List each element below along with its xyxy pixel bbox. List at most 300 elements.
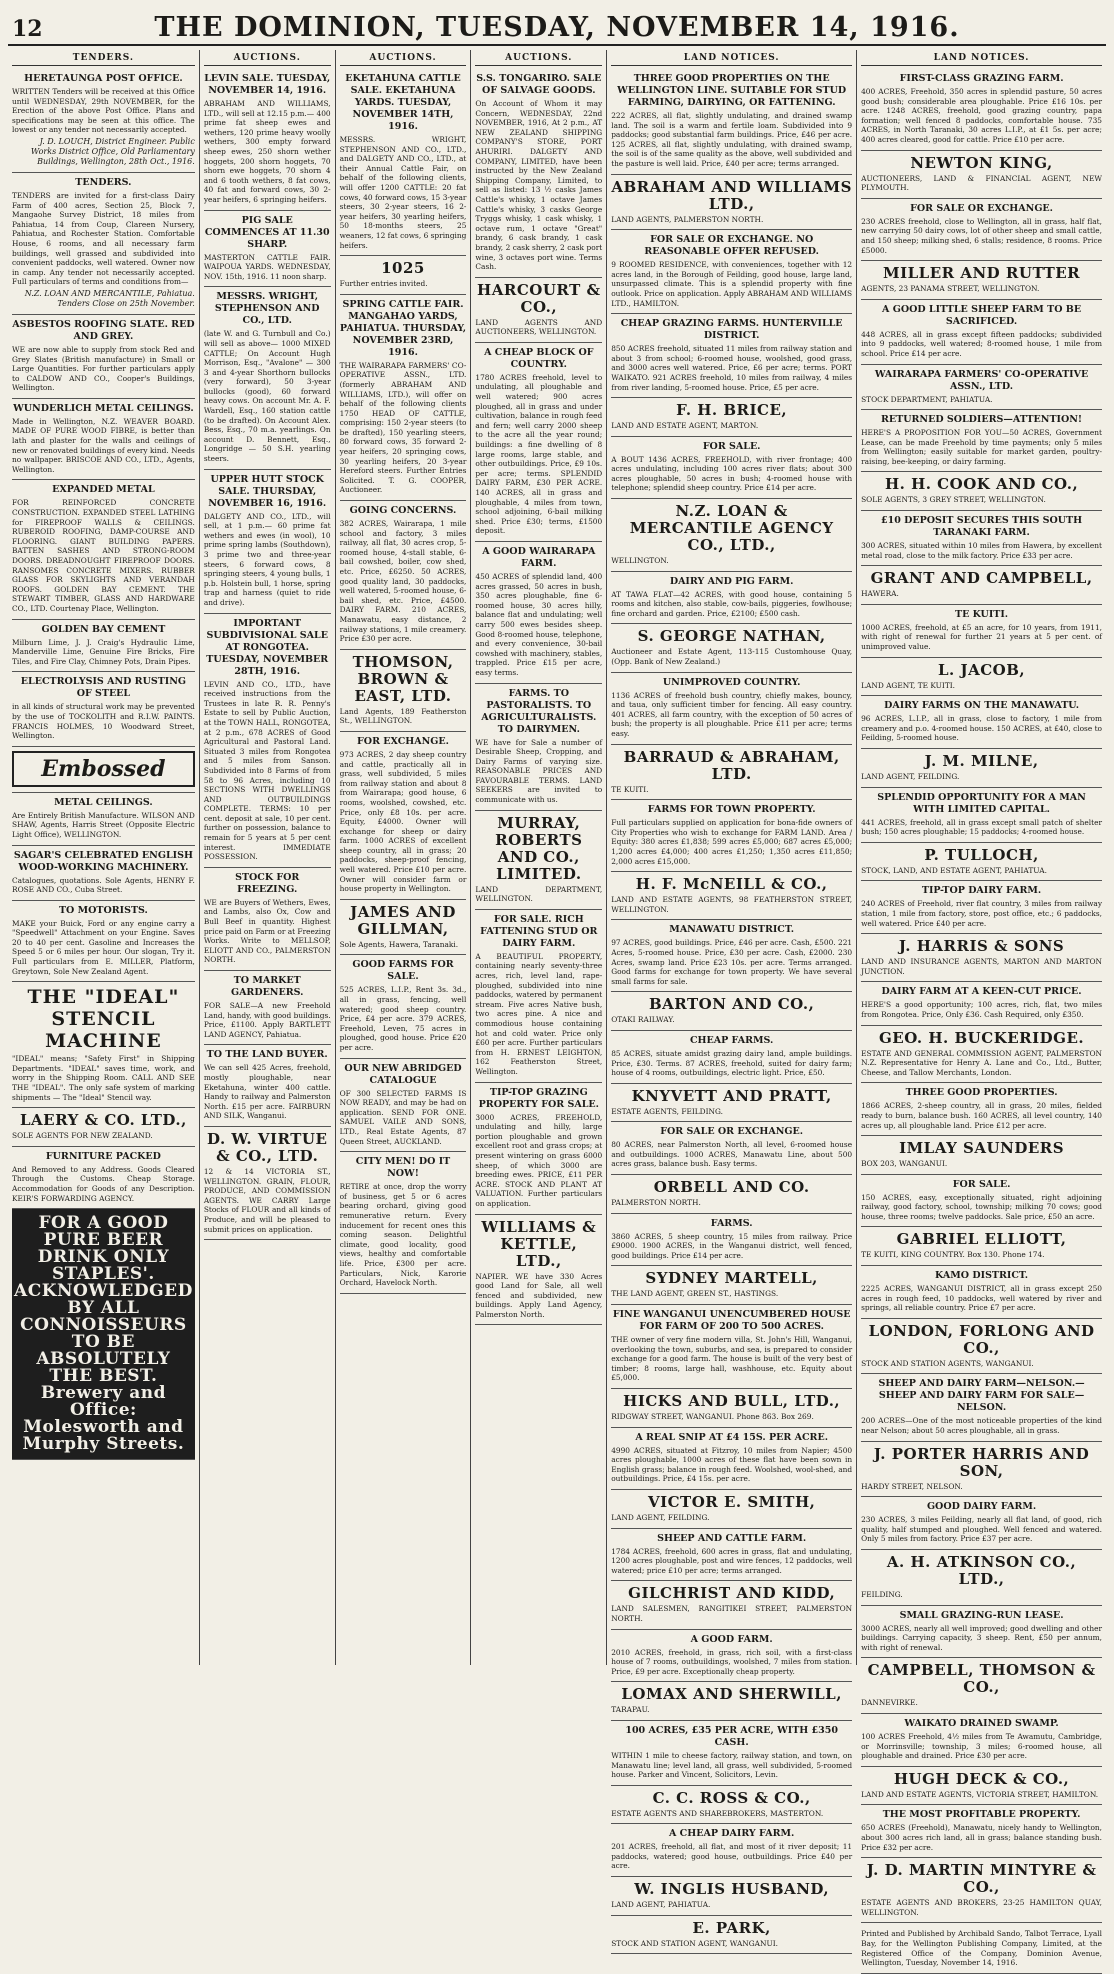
ad-body-text: NAPIER. WE have 330 Acres good Land for Sale, all well fenced and subdivided, new buildings. Apply Land Agency, Palmerston North.	[475, 1271, 603, 1319]
ad-body-text: TE KUITI, KING COUNTRY. Box 130. Phone 174.	[861, 1250, 1045, 1260]
ad-heading: OUR NEW ABRIDGED CATALOGUE	[344, 1062, 462, 1086]
ad-body-text: WITHIN 1 mile to cheese factory, railway station, and town, on Manawatu line; level land, all grass, well subdivided, 5-roomed house. Parker and Vincent, Solicitors, Levin.	[611, 1750, 853, 1780]
ad-body-text: On Account of Whom it may Concern, WEDNESDAY, 22nd NOVEMBER, 1916, At 2 p.m., AT NEW ZEALAND SHIPPING COMPANY'S STORE, PORT AHURIRI. DALGETY AND COMPANY, LIMITED, have been instructed by the New Zealand Shipping Company, Limited, to sell as listed: 13 ½ casks James Cattle's whisky, 1 octave James Cattle's whisky, 3 casks George Tryggs whisky, 1 cask whisky, 1 octave rum, 1 octave "Great" brandy, 6 cask brandy, 1 cask brandy, 2 cask sherry, 2 cask port wine, 3 octaves port wine. Terms Cash.	[475, 99, 603, 272]
ad-heading: RETURNED SOLDIERS—ATTENTION!	[881, 414, 1083, 426]
advertiser-name: J. M. MILNE,	[924, 752, 1039, 770]
ad-body-text: 85 ACRES, situate amidst grazing dairy land, ample buildings. Price, £30. Terms. 87 ACRES, freehold, suited for dairy farm; house of 4 rooms, outbuildings, electric light. Price, £50.	[611, 1048, 853, 1078]
column-2	[200, 50, 336, 1665]
ad-body-text: 1000 ACRES, freehold, at £5 an acre, for 10 years, from 1911, with right of renewal for further 21 years at 5 per cent. of unimproved value.	[861, 622, 1103, 652]
advertisement	[12, 901, 195, 983]
advertisement	[861, 1026, 1102, 1084]
advertisement	[12, 747, 195, 793]
ad-body-text: 12 & 14 VICTORIA ST., WELLINGTON. GRAIN, FLOUR, PRODUCE, AND COMMISSION AGENTS. WE CARRY Large Stocks of FLOUR and all kinds of Produce, and will be pleased to submit prices on application.	[203, 1166, 331, 1234]
ad-body-text: PALMERSTON NORTH.	[611, 1198, 701, 1208]
column-heading: TENDERS.	[12, 50, 195, 66]
advertisement	[611, 1389, 852, 1428]
ad-body-text: 1780 ACRES freehold, level to undulating, all ploughable and well watered; 900 acres ploughed, all in grass and under cultivation, balance in rough feed and fern; well carry 2000 sheep to the acre all the year round; buildings: a fine dwelling of 8 large rooms, large stable, and other outbuildings. Price, £9 10s. per acre; terms. SPLENDID DAIRY FARM, £30 PER ACRE. 140 ACRES, all in grass and ploughable, 4 miles from town, school adjoining, 6-bail milking shed. Price £30; terms, £1500 deposit.	[475, 372, 603, 536]
advertisement	[611, 1122, 852, 1175]
advertisement	[611, 1266, 852, 1305]
ad-heading: UPPER HUTT STOCK SALE. THURSDAY, NOVEMBER 16, 1916.	[208, 473, 327, 509]
ad-body-text: MESSRS. WRIGHT, STEPHENSON AND CO., LTD., and DALGETY AND CO., LTD., at their Annual Cattle Fair, on behalf of the following clients, will offer 1200 CATTLE: 20 fat cows, 40 forward cows, 15 3-year steers, 30 2-year steers, 16 2-year heifers, 30 yearling heifers, 50 18-months steers, 25 weaners, 12 fat cows, 6 springing heifers.	[339, 135, 467, 250]
advertisement	[475, 343, 602, 542]
advertisement	[340, 501, 467, 650]
advertisement	[12, 315, 195, 399]
advertisement	[340, 900, 467, 956]
advertisement	[204, 69, 331, 211]
ad-body-text: FEILDING.	[861, 1590, 903, 1599]
advertiser-name: W. INGLIS HUSBAND,	[634, 1880, 830, 1899]
advertisement	[475, 542, 602, 684]
ad-heading: HEREТAUNGA POST OFFICE.	[24, 73, 183, 84]
advertisement	[861, 1374, 1102, 1441]
ad-heading: LEVIN SALE. TUESDAY, NOVEMBER 14, 1916.	[204, 73, 331, 96]
ad-body-text: DANNEVIRKE.	[861, 1698, 918, 1708]
ad-heading: FIRST-CLASS GRAZING FARM.	[899, 73, 1064, 84]
advertisement	[611, 1824, 852, 1877]
advertisement	[611, 230, 852, 314]
advertisement	[861, 934, 1102, 982]
ad-body-text: in all kinds of structural work may be prevented by the use of TOCKOLITH and R.I.W. PAINTS. FRANCIS HOLMES, 10 Woodward Street, Wellington.	[12, 702, 195, 741]
ad-body-text: Auctioneer and Estate Agent, 113-115 Customhouse Quay, (Opp. Bank of New Zealand.)	[611, 647, 853, 667]
advertisement	[611, 499, 852, 572]
ad-body-text: HERE'S a good opportunity; 100 acres, rich, flat, two miles from Rongotea. Price, Only £36. Cash Required, only £350.	[861, 1000, 1103, 1019]
advertiser-name: HUGH DECK & CO.,	[893, 1769, 1070, 1788]
advertisement	[611, 1214, 852, 1267]
ad-heading: TE KUITI.	[955, 608, 1009, 620]
advertisement	[861, 1227, 1102, 1266]
ad-body-text: LAND AND ESTATE AGENTS, 98 FEATHERSTON STREET, WELLINGTON.	[611, 895, 853, 914]
advertisement	[861, 1714, 1102, 1767]
advertiser-name: HICKS AND BULL, LTD.,	[623, 1392, 841, 1410]
ad-body-text: 525 ACRES, L.I.P., Rent 3s. 3d., all in grass, fencing, well watered; good sheep country. Price, £4 per acre. 379 ACRES, Freehold, Leven, 75 acres in ploughed, good house. Price £20 per acre.	[339, 985, 467, 1052]
advertisement	[475, 910, 602, 1083]
advertisement	[861, 1319, 1102, 1375]
ad-body-text: 3860 ACRES, 5 sheep country, 15 miles from railway. Price £9000. 1900 ACRES, in the Wanganui district, well fenced, good buildings. Price £14 per acre.	[611, 1231, 853, 1260]
advertisement	[12, 480, 195, 619]
ad-heading: S.S. TONGARIRO. SALE OF SALVAGE GOODS.	[476, 73, 602, 96]
advertisement	[204, 1127, 331, 1240]
advertiser-name: D. W. VIRTUE & CO., LTD.	[207, 1129, 328, 1165]
advertisement	[475, 684, 602, 811]
advertisement	[861, 566, 1102, 605]
advertisement	[12, 620, 195, 673]
advertiser-name: LAERY & CO. LTD.,	[20, 1111, 187, 1130]
ad-body-text: LAND AND ESTATE AGENT, MARTON.	[611, 421, 759, 431]
ad-heading: THREE GOOD PROPERTIES ON THE WELLINGTON LINE. SUITABLE FOR STUD FARMING, DAIRYING, OR FATTENING.	[617, 73, 847, 108]
advertisement	[861, 151, 1102, 199]
advertisement	[861, 1442, 1102, 1498]
ad-heading: SPLENDID OPPORTUNITY FOR A MAN WITH LIMITED CAPITAL.	[877, 791, 1086, 815]
ad-heading: A CHEAP BLOCK OF COUNTRY.	[484, 346, 594, 370]
ad-body-text: WE have for Sale a number of Desirable Sheep, Cropping, and Dairy Farms of varying size. REASONABLE PRICES AND FAVOURABLE TERMS. LAND SEEKERS are invited to communicate with us.	[475, 737, 603, 805]
advertisement	[861, 1767, 1102, 1806]
advertiser-name: GILCHRIST AND KIDD,	[628, 1584, 836, 1603]
ad-body-text: Are Entirely British Manufacture. WILSON AND SHAW, Agents, Harris Street (Opposite Electric Light Office), WELLINGTON.	[12, 810, 195, 839]
ad-body-text: 230 ACRES, 3 miles Feilding, nearly all flat land, of good, rich quality, half stumped and ploughed. Well fenced and watered. Only 5 miles from factory. Price £37 per acre.	[861, 1515, 1103, 1544]
ad-body-text: 100 ACRES Freehold, 4½ miles from Te Awamutu, Cambridge, or Morrinsville; township, 3 miles; 6-roomed house, all ploughable and drained. Price £30 per acre.	[861, 1731, 1103, 1761]
advertiser-name: MURRAY, ROBERTS AND CO., LIMITED.	[495, 813, 583, 883]
advertiser-name: L. JACOB,	[937, 660, 1026, 679]
ad-heading: FOR EXCHANGE.	[357, 735, 449, 747]
advertisement	[861, 1266, 1102, 1319]
advertisement	[12, 982, 195, 1108]
ad-heading: WUNDERLICH METAL CEILINGS.	[13, 402, 194, 414]
ad-body-text: STOCK AND STATION AGENT, WANGANUI.	[611, 1938, 778, 1948]
advertiser-name: GRANT AND CAMPBELL,	[870, 569, 1093, 588]
advertiser-name: F. H. BRICE,	[676, 401, 788, 420]
advertisement	[861, 300, 1102, 365]
ad-body-text: HERE'S A PROPOSITION FOR YOU—50 ACRES, Government Lease, can be made Freehold by time payments; only 5 miles from Wellington; easily suitable for market garden, poultry-raising, bee-keeping, or dairy farming.	[861, 428, 1103, 466]
advertiser-name: LOMAX AND SHERWILL,	[621, 1685, 842, 1704]
ad-body-text: A BOUT 1436 ACRES, FREEHOLD, with river frontage; 400 acres undulating, including 100 acres river flats; about 300 acres ploughable, 50 acres in bush; 4-roomed house with telephone; splendid sheep country. Price £14 per acre.	[611, 454, 853, 493]
ad-body-text: LAND AGENT, PAHIATUA.	[611, 1900, 711, 1910]
ad-heading: FURNITURE PACKED	[45, 1150, 161, 1162]
advertisement	[340, 732, 467, 900]
advertiser-name: H. F. McNEILL & CO.,	[635, 875, 828, 894]
advertiser-name: JAMES AND GILLMAN,	[350, 902, 456, 938]
ad-heading: FARMS. TO PASTORALISTS. TO AGRICULTURALISTS. TO DAIRYMEN.	[481, 687, 597, 735]
ad-body-text: 300 ACRES, situated within 10 miles from Hawera, by excellent metal road, close to the milk factory. Price £33 per acre.	[861, 541, 1103, 560]
ad-heading: WAIKATO DRAINED SWAMP.	[904, 1717, 1059, 1729]
advertiser-name: P. TULLOCH,	[924, 845, 1039, 864]
advertisement	[611, 1721, 852, 1786]
advertisement	[611, 745, 852, 801]
advertisement	[12, 173, 195, 315]
advertiser-name: N.Z. LOAN & MERCANTILE AGENCY CO., LTD.,	[629, 502, 834, 555]
ad-heading: DAIRY FARM AT A KEEN-CUT PRICE.	[881, 986, 1082, 998]
stencil-headline: THE "IDEAL" STENCIL MACHINE	[27, 986, 180, 1053]
ad-heading: ASBESTOS ROOFING SLATE. RED AND GREY.	[12, 318, 195, 342]
advertisement	[340, 295, 467, 501]
advertisement	[861, 1805, 1102, 1858]
ad-heading: THREE GOOD PROPERTIES.	[905, 1087, 1058, 1099]
column-heading: AUCTIONS.	[340, 50, 467, 66]
column-6	[857, 50, 1106, 1968]
advertisement	[861, 1658, 1102, 1714]
ad-body-text: 150 ACRES, easy, exceptionally situated, right adjoining railway, good factory, school, township; milking 70 cows; good house, three rooms; twelve paddocks. Sale price, £50 an acre.	[861, 1192, 1103, 1221]
advertisement	[861, 1175, 1102, 1228]
ad-body-text: 201 ACRES, freehold, all flat, and most of it river deposit; 11 paddocks, watered; good house, outbuildings. Price £40 per acre.	[611, 1842, 853, 1871]
ad-body-text: LAND AND ESTATE AGENTS, VICTORIA STREET, HAMILTON.	[861, 1789, 1099, 1799]
ad-body-text: THE LAND AGENT, GREEN ST., HASTINGS.	[611, 1289, 779, 1299]
advertisement	[861, 881, 1102, 934]
ad-heading: SPRING CATTLE FAIR. MANGAHAO YARDS, PAHIATUA. THURSDAY, NOVEMBER 23RD, 1916.	[339, 298, 467, 358]
ad-body-text: 1136 ACRES of freehold bush country, chiefly makes, bouncy, and taua, only sufficient timber for fencing. All easy country. 401 ACRES, all farm country, with the exception of 50 acres of bush; the property is all ploughable. Price £11 per acre; terms easy.	[611, 690, 853, 738]
ad-body-text: LAND SALESMEN, RANGITIKEI STREET, PALMERSTON NORTH.	[611, 1604, 853, 1623]
advertisement	[611, 1877, 852, 1916]
advertiser-name: J. PORTER HARRIS AND SON,	[873, 1444, 1090, 1480]
ad-signature: J. D. LOUCH, District Engineer. Public Works District Office, Old Parliamentary Buildings, Wellington, 28th Oct., 1916.	[30, 136, 195, 166]
advertiser-name: CAMPBELL, THOMSON & CO.,	[867, 1661, 1096, 1697]
advertiser-name: J. HARRIS & SONS	[898, 937, 1065, 956]
advertiser-name: H. H. COOK AND CO.,	[884, 475, 1079, 494]
ad-body-text: 222 ACRES, all flat, slightly undulating, and drained swamp land. The soil is a warm and fertile loam. Subdivided into 9 paddocks; good substantial farm buildings. Price, £46 per acre. 125 ACRES, all flat, slightly undulating, with drained swamp, the soil is of the same quality as the above, well subdivided and the pasture is well laid. Price, £40 per acre; terms arranged.	[611, 111, 853, 168]
ad-body-text: STOCK AND STATION AGENTS, WANGANUI.	[861, 1358, 1034, 1368]
ad-heading: TO THE LAND BUYER.	[206, 1049, 328, 1061]
ad-body-text: 441 ACRES, freehold, all in grass except small patch of shelter bush; 150 acres ploughable; 15 paddocks; 4-roomed house.	[861, 817, 1103, 837]
ad-signature: N.Z. LOAN AND MERCANTILE, Pahiatua. Tenders Close on 25th November.	[24, 288, 195, 308]
ad-heading: SMALL GRAZING-RUN LEASE.	[899, 1609, 1064, 1621]
advertisement	[861, 749, 1102, 788]
ad-body-text: OTAKI RAILWAY.	[611, 1015, 675, 1025]
ad-body-text: AT TAWA FLAT—42 ACRES, with good house, containing 5 rooms and kitchen, also stable, cow-bails, piggeries, fowlhouse; fine orchard and garden. Price, £2100; £500 cash.	[611, 589, 853, 618]
ad-body-text: TARAPAU.	[611, 1705, 650, 1715]
advertisement	[611, 673, 852, 745]
ad-body-text: ABRAHAM AND WILLIAMS, LTD., will sell at 12.15 p.m.— 400 prime fat sheep ewes and wethers, 120 prime heavy woolly wethers, 300 empty forward sheep ewes, 250 shorn wether hoggets, 200 shorn hoggets, 70 shorn ewe hoggets, 70 shorn 4 and 6 tooth wethers, 8 fat cows, 40 fat and forward cows, 30 2-year heifers, 6 springing heifers.	[203, 99, 331, 204]
ad-body-text: 200 ACRES—One of the most noticeable properties of the kind near Nelson; about 50 acres ploughable, all in grass.	[861, 1416, 1103, 1436]
column-3	[336, 50, 472, 1665]
advertisement	[12, 399, 195, 481]
advertisement	[340, 955, 467, 1058]
embossed-logo: Embossed	[12, 751, 195, 787]
ad-body-text: RIDGWAY STREET, WANGANUI. Phone 863. Box 269.	[611, 1412, 814, 1421]
advertisement	[611, 1682, 852, 1721]
advertiser-name: ORBELL AND CO.	[653, 1178, 810, 1197]
advertisement	[611, 1630, 852, 1683]
advertisement	[861, 843, 1102, 882]
ad-body-text: 850 ACRES freehold, situated 11 miles from railway station and about 3 from school; 6-roomed house, woolshed, good grass, and 3000 acres well watered. Price, £6 per acre; terms. PORT WAIKATO. 921 ACRES freehold, 10 miles from railway, 4 miles from river landing, 5-roomed house. Price, £5 per acre.	[611, 344, 853, 392]
ad-body-text: ESTATE AGENTS AND SHAREBROKERS, MASTERTON.	[611, 1808, 824, 1818]
advertisement	[611, 1490, 852, 1529]
advertiser-name: C. C. ROSS & CO.,	[652, 1788, 811, 1807]
advertiser-name: BARTON AND CO.,	[648, 995, 815, 1014]
ad-body-text: ESTATE AGENTS AND BROKERS, 23-25 HAMILTON QUAY, WELLINGTON.	[861, 1898, 1103, 1917]
advertisement	[340, 650, 467, 732]
ad-heading: DAIRY FARMS ON THE MANAWATU.	[884, 700, 1080, 712]
advertisement	[475, 278, 602, 343]
ad-heading: ELECTROLYSIS AND RUSTING OF STEEL	[20, 676, 187, 700]
advertiser-name: KNYVETT AND PRATT,	[631, 1086, 832, 1105]
advertisement	[12, 846, 195, 901]
advertiser-name: IMLAY SAUNDERS	[899, 1139, 1065, 1158]
advertisement	[861, 261, 1102, 300]
advertiser-name: NEWTON KING,	[910, 153, 1053, 172]
advertisement	[611, 1031, 852, 1084]
ad-heading: CHEAP GRAZING FARMS. HUNTERVILLE DISTRICT.	[620, 318, 843, 342]
ad-body-text: MAKE your Buick, Ford or any engine carry a "Speedwell" Attachment on your Engine. Saves 20 to 40 per cent. Gasoline and Increases the Speed 5 or 6 miles per hour. Our slogan, Try it. Full particulars from E. MILLER, Platform, Greytown, Sole New Zealand Agent.	[12, 918, 195, 976]
ad-heading: FOR SALE OR EXCHANGE.	[910, 202, 1053, 214]
advertisement	[861, 1136, 1102, 1175]
ad-body-text: LAND AGENT, FEILDING.	[611, 1512, 710, 1522]
ad-heading: STOCK FOR FREEZING.	[235, 871, 300, 895]
ad-body-text: 9 ROOMED RESIDENCE, with conveniences, together with 12 acres land, in the Borough of Feilding, good house, large land, unsurpassed climate. This is a splendid property with fine outlook. Price on application. Apply ABRAHAM AND WILLIAMS LTD., HAMILTON.	[611, 260, 853, 308]
ad-heading: METAL CEILINGS.	[54, 796, 153, 808]
advertisement	[12, 1209, 195, 1460]
ad-heading: TENDERS.	[75, 176, 132, 188]
advertiser-name: J. D. MARTIN MINTYRE & CO.,	[866, 1861, 1097, 1897]
ad-body-text: FOR REINFORCED CONCRETE CONSTRUCTION. EXPANDED STEEL LATHING for FIREPROOF WALLS & CEILINGS. RUBEROID ROOFING, DAMP-COURSE AND FLOORING. GIANT BUILDING PAPERS. BATTEN SASHES AND STRONG-ROOM DOORS. DREADNOUGHT FIREPROOF DOORS. RANSOMES CONCRETE MIXERS. RUBBER GLASS FOR SKYLIGHTS AND VERANDAH ROOFS. GOLDEN BAY CEMENT. THE STEWART TIMBER, GLASS AND HARDWARE CO., LTD. Courtenay Place, Wellington.	[12, 498, 195, 613]
ad-heading: FOR SALE.	[702, 440, 761, 452]
ad-body-text: 450 ACRES of splendid land, 400 acres grassed, 50 acres in bush, 350 acres ploughable, fine 6-roomed house, 30 acres hilly, balance flat and undulating; well carry 500 ewes besides sheep. Good 8-roomed house, telephone, and every convenience, 30-bail cowshed with machinery, stables, trappled. Price £15 per acre, easy terms.	[475, 571, 603, 677]
ad-body-text: MASTERTON CATTLE FAIR. WAIPOUA YARDS. WEDNESDAY, NOV. 15th, 1916. 11 noon sharp.	[203, 252, 331, 281]
ad-body-text: 230 ACRES freehold, close to Wellington, all in grass, half flat, new carrying 50 dairy cows, lot of other sheep and small cattle, and 150 sheep; milking shed, 6 stalls; residence, 8 rooms. Price £5000.	[861, 216, 1103, 255]
advertisement	[611, 314, 852, 398]
ad-body-text: 97 ACRES, good buildings. Price, £46 per acre. Cash, £500. 221 Acres, 5-roomed house. Price, £30 per acre. Cash, £2000. 230 Acres, swamp land. Price £23 10s. per acre. Terms arranged. Good farms for exchange for town property. We have several small farms for sale.	[611, 938, 853, 986]
advertisement	[611, 624, 852, 672]
advertisement	[12, 69, 195, 173]
ad-body-text: AUCTIONEERS, LAND & FINANCIAL AGENT, NEW PLYMOUTH.	[861, 173, 1103, 193]
ad-body-text: 3000 ACRES, nearly all well improved; good dwelling and other buildings. Carrying capacity, 3 sheep. Rent, £50 per annum, with right of renewal.	[861, 1623, 1103, 1652]
ad-body-text: WE are now able to supply from stock Red and Grey Slates (British manufacture) in Small or Large Quantities. For further particulars apply to CALDOW AND CO., Cooper's Buildings, Wellington.	[12, 344, 195, 393]
advertisement	[340, 1059, 467, 1153]
advertiser-name: VICTOR E. SMITH,	[647, 1492, 816, 1511]
ad-body-text: SOLE AGENTS FOR NEW ZEALAND.	[12, 1131, 153, 1141]
advertiser-name: BARRAUD & ABRAHAM, LTD.	[623, 747, 840, 783]
advertiser-name: ABRAHAM AND WILLIAMS LTD.,	[611, 177, 852, 213]
ad-body-text: 240 ACRES of Freehold, river flat country, 3 miles from railway station, 1 mile from factory, store, post office, etc.; 6 paddocks, well watered. Price £40 per acre.	[861, 899, 1103, 928]
ad-heading: TO MOTORISTS.	[58, 904, 148, 916]
ad-body-text: LAND AGENT, FEILDING.	[861, 772, 960, 781]
ad-heading: CHEAP FARMS.	[689, 1034, 774, 1046]
ad-heading: £10 DEPOSIT SECURES THIS SOUTH TARANAKI FARM.	[881, 515, 1083, 539]
advertisement	[861, 365, 1102, 411]
ad-body-text: Full particulars supplied on application for bona-fide owners of City Properties who wish to exchange for FARM LAND. Area / Equity: 380 acres £1,838; 599 acres £5,000; 687 acres £5,000; 1,200 acres £4,000; 400 acres £1,250; 1,350 acres £11,850; 2,000 acres £15,000.	[611, 818, 853, 866]
advertisement	[204, 1045, 331, 1127]
ad-body-text: 448 ACRES, all in grass except fifteen paddocks; subdivided into 9 paddocks, well watered; 8-roomed house, 1 mile from school. Price £14 per acre.	[861, 329, 1103, 358]
advertisement	[861, 1083, 1102, 1136]
ad-body-text: WELLINGTON.	[611, 556, 669, 566]
ad-body-text: HARDY STREET, NELSON.	[861, 1481, 963, 1491]
column-heading: LAND NOTICES.	[861, 50, 1102, 66]
ad-body-text: OF 300 SELECTED FARMS IS NOW READY, and may be had on application. SEND FOR ONE. SAMUEL VAILE AND SONS, LTD., Real Estate Agents, 87 Queen Street, AUCKLAND.	[339, 1088, 467, 1146]
advertisement	[340, 1152, 467, 1294]
ad-heading: A GOOD LITTLE SHEEP FARM TO BE SACRIFICED.	[882, 303, 1082, 327]
ad-body-text: 400 ACRES, Freehold, 350 acres in splendid pasture, 50 acres good bush; considerable area ploughable. Price £16 10s. per acre. 1248 ACRES, freehold, good grazing country, papa formation; well fenced 8 paddocks, comfortable house. 735 ACRES, in North Taranaki, 30 acres L.I.P., at £1 5s. per acre; 400 acres cleared, good for cattle. Price £10 per acre.	[861, 87, 1103, 144]
advertiser-name: MILLER AND RUTTER	[882, 264, 1081, 283]
ad-heading: A CHEAP DAIRY FARM.	[669, 1828, 795, 1840]
advertiser-name: WILLIAMS & KETTLE, LTD.,	[481, 1217, 597, 1270]
ad-heading: CITY MEN! DO IT NOW!	[355, 1156, 451, 1180]
advertisement	[340, 69, 467, 256]
advertiser-name: GABRIEL ELLIOTT,	[896, 1230, 1067, 1249]
ad-body-text: 1866 ACRES, 2-sheep country, all in grass, 20 miles, fielded ready to burn, balance bush. 160 ACRES, all level country, 140 acres up, all ploughable land. Price £12 per acre.	[861, 1101, 1103, 1130]
advertisement	[611, 872, 852, 920]
advertisement	[204, 614, 331, 868]
advertiser-name: SYDNEY MARTELL,	[645, 1269, 818, 1288]
column-5	[607, 50, 857, 1948]
ad-heading: EKETAHUNA CATTLE SALE. EKETAHUNA YARDS. TUESDAY, NOVEMBER 14TH, 1916.	[345, 73, 461, 132]
advertisement	[611, 1786, 852, 1825]
ad-heading: GOLDEN BAY CEMENT	[41, 623, 166, 635]
ad-body-text: DALGETY AND CO., LTD., will sell, at 1 p.m.— 60 prime fat wethers and ewes (in wool), 10 prime spring lambs (Southdown), 3 prime two and three-year steers, 6 forward cows, 8 springing steers, 4 young bulls, 1 p.b. Holstein bull, 1 horse, spring trap and harness (quiet to ride and drive).	[203, 511, 331, 607]
ad-body-text: LAND AND INSURANCE AGENTS, MARTON AND MARTON JUNCTION.	[861, 957, 1103, 976]
advertisement	[204, 868, 331, 971]
ad-body-text: LEVIN AND CO., LTD., have received instructions from the Trustees in late R. R. Penny's Estate to sell by Public Auction, at the TOWN HALL, RONGOTEA, at 2 p.m., 678 ACRES of Good Agricultural and Pastoral Land. Situated 3 miles from Rongotea and 5 miles from Sanson. Subdivided into 8 Farms of from 58 to 96 Acres, including 10 SECTIONS WITH DWELLINGS AND OUTBUILDINGS COMPLETE. TERMS: 10 per cent. deposit at sale, 10 per cent. further on possession, balance to remain for 5 years at 5 per cent interest. IMMEDIATE POSSESSION.	[203, 679, 331, 862]
advertisement	[611, 1581, 852, 1629]
advertiser-name: 1025	[381, 259, 425, 278]
advertisement	[861, 982, 1102, 1025]
advertisement	[475, 811, 602, 910]
advertisement	[611, 69, 852, 175]
ad-heading: TO MARKET GARDENERS.	[230, 975, 304, 998]
ad-heading: SHEEP AND CATTLE FARM.	[657, 1532, 807, 1544]
ad-body-text: HAWERA.	[861, 589, 899, 599]
column-heading: AUCTIONS.	[475, 50, 602, 66]
advertisement	[475, 1083, 602, 1215]
ad-heading: A GOOD FARM.	[690, 1633, 773, 1645]
advertisement	[861, 605, 1102, 658]
ad-heading: EXPANDED METAL	[52, 484, 155, 496]
ad-body-text: Land Agents, 189 Featherston St., WELLINGTON.	[339, 706, 467, 726]
newspaper-title: THE DOMINION, TUESDAY, NOVEMBER 14, 1916.	[154, 12, 960, 43]
advertisement	[611, 920, 852, 992]
advertiser-name: E. PARK,	[692, 1918, 771, 1937]
ad-body-text: 973 ACRES, 2 day sheep country and cattle, practically all in grass, well subdivided, 5 miles from railway station and about 8 from Wairarapa; good house, 6 rooms, woolshed, cowshed, etc. Price, only £8 10s. per acre. Equity, £4000. Owner will exchange for sheep or dairy farm. 1000 ACRES of excellent sheep country, all in grass; 20 paddocks, sheep-proof fencing, well watered. Price £10 per acre. Owner will consider farm or house property in Wellington.	[339, 749, 467, 894]
advertiser-name: GEO. H. BUCKERIDGE.	[879, 1028, 1085, 1047]
advertiser-name: A. H. ATKINSON CO., LTD.,	[886, 1553, 1077, 1588]
ad-body-text: AGENTS, 23 PANAMA STREET, WELLINGTON.	[861, 284, 1040, 294]
ad-body-text: SOLE AGENTS, 3 GREY STREET, WELLINGTON.	[861, 495, 1046, 505]
advertisement	[611, 1916, 852, 1955]
advertisement	[611, 1428, 852, 1490]
advertisement	[611, 1084, 852, 1123]
advertisement	[861, 1606, 1102, 1659]
ad-body-text: THE owner of very fine modern villa, St. John's Hill, Wanganui, overlooking the town, suburbs, and sea, is prepared to consider exchange for a good farm. The house is built of the very best of timber; 8 rooms, large hall, washhouse, etc. Equity about £5,000.	[611, 1335, 853, 1383]
masthead	[8, 6, 1106, 46]
advertisement	[861, 1497, 1102, 1550]
ad-body-text: LAND AGENTS AND AUCTIONEERS, WELLINGTON.	[475, 317, 603, 337]
ad-heading: 100 ACRES, £35 PER ACRE, WITH £350 CASH.	[625, 1724, 838, 1748]
ad-heading: A REAL SNIP AT £4 15S. PER ACRE.	[635, 1431, 828, 1443]
ad-body-text: 3000 ACRES, FREEHOLD, undulating and hilly, large portion ploughable and grown excellent root and grass crops; at present wintering on grass 6000 sheep, of which 3000 are breeding ewes. PRICE, £11 PER ACRE. STOCK AND PLANT AT VALUATION. Further particulars on application.	[475, 1112, 603, 1208]
ad-body-text: Sole Agents, Hawera, Taranaki.	[339, 939, 459, 949]
ad-heading: KAMO DISTRICT.	[935, 1270, 1029, 1282]
ad-heading: TIP-TOP DAIRY FARM.	[921, 885, 1042, 897]
advertisement	[861, 410, 1102, 472]
ad-body-text: 2010 ACRES, freehold, in grass, rich soil, with a first-class house of 7 rooms, outbuildings, woolshed, 7 miles from station. Price, £9 per acre. Exceptionally cheap property.	[611, 1647, 853, 1676]
ad-body-text: FOR SALE—A new Freehold Land, handy, with good buildings. Price, £1100. Apply BARTLETT LAND AGENCY, Pahiatua.	[203, 1001, 331, 1039]
columns	[8, 50, 1106, 1968]
ad-heading: UNIMPROVED COUNTRY.	[662, 676, 801, 688]
ad-heading: A GOOD WAIRARAPA FARM.	[482, 545, 596, 569]
advertisement	[861, 1923, 1102, 1973]
ad-body-text: RETIRE at once, drop the worry of business, get 5 or 6 acres bearing orchard, giving good remunerative return. Every inducement for recent ones this coming season. Delightful climate, good locality, good views, healthy and comfortable life. Price, £300 per acre. Particulars, Nick, Karorie Orchard, Havelock North.	[339, 1182, 467, 1288]
ad-body-text: WE are Buyers of Wethers, Ewes, and Lambs, also Ox, Cow and Bull Beef in quantity. Highest price paid on Farm or at Freezing Works. Write to MELLSOP, ELIOTT AND CO., PALMERSTON NORTH.	[203, 897, 331, 965]
advertisement	[204, 211, 331, 288]
ad-heading: FARMS.	[710, 1217, 753, 1229]
advertisement	[611, 175, 852, 231]
ad-heading: GOING CONCERNS.	[349, 505, 457, 517]
ad-body-text: Made in Wellington, N.Z. WEAVER BOARD. MADE OF PURE WOOD FIBRE, is better than lath and plaster for the walls and ceilings of new or renovated buildings of every kind. Needs no wallpaper. BRISCOE AND CO., LTD., Agents, Wellington.	[12, 416, 195, 474]
advertisement	[861, 788, 1102, 843]
ad-heading: SHEEP AND DAIRY FARM—NELSON.—SHEEP AND DAIRY FARM FOR SALE—NELSON.	[878, 1378, 1085, 1414]
advertisement	[861, 1858, 1102, 1923]
ad-heading: GOOD FARMS FOR SALE.	[352, 959, 454, 983]
advertisement	[611, 1305, 852, 1389]
advertisement	[475, 69, 602, 278]
advertisement	[861, 696, 1102, 749]
ad-body-text: 650 ACRES (Freehold), Manawatu, nicely handy to Wellington, about 300 acres rich land, all in grass; balance standing bush. Price £32 per acre.	[861, 1823, 1103, 1852]
column-4	[471, 50, 607, 1665]
ad-heading: WAIRARAPA FARMERS' CO-OPERATIVE ASSN., LTD.	[874, 368, 1089, 392]
advertisement	[611, 800, 852, 872]
advertisement	[12, 1147, 195, 1209]
advertisement	[861, 1550, 1102, 1606]
ad-body-text: 80 ACRES, near Palmerston North, all level, 6-roomed house and outbuildings. 1000 ACRES, Manawatu Line, about 500 acres grass, balance bush. Easy terms.	[611, 1140, 853, 1169]
advertisement	[861, 658, 1102, 697]
ad-body-text: THE WAIRARAPA FARMERS' CO-OPERATIVE ASSN., LTD. (formerly ABRAHAM AND WILLIAMS, LTD.), will offer on behalf of the following clients 1750 HEAD OF CATTLE, comprising: 150 2-year steers (to be drafted), 150 yearling steers, 80 forward cows, 35 forward 2-year heifers, 20 springing cows, 30 yearling heifers, 20 3-year Hereford steers. Further Entries Solicited. T. G. COOPER, Auctioneer.	[339, 360, 467, 495]
advertisement	[861, 69, 1102, 151]
ad-heading: DAIRY AND PIG FARM.	[669, 575, 794, 587]
advertisement	[204, 287, 331, 469]
ad-heading: FOR SALE OR EXCHANGE.	[660, 1126, 804, 1138]
advertisement	[861, 472, 1102, 511]
ad-heading: MESSRS. WRIGHT, STEPHENSON AND CO., LTD.	[214, 291, 320, 327]
advertisement	[611, 1529, 852, 1582]
ad-heading: TIP-TOP GRAZING PROPERTY FOR SALE.	[478, 1086, 599, 1110]
advertiser-name: S. GEORGE NATHAN,	[637, 627, 826, 646]
ad-body-text: Milburn Lime, J. J. Craig's Hydraulic Lime, Manderville Lime, Genuine Fire Bricks, Fire Tiles, and Fire Clay, Chimney Pots, Drain Pipes.	[12, 637, 195, 666]
